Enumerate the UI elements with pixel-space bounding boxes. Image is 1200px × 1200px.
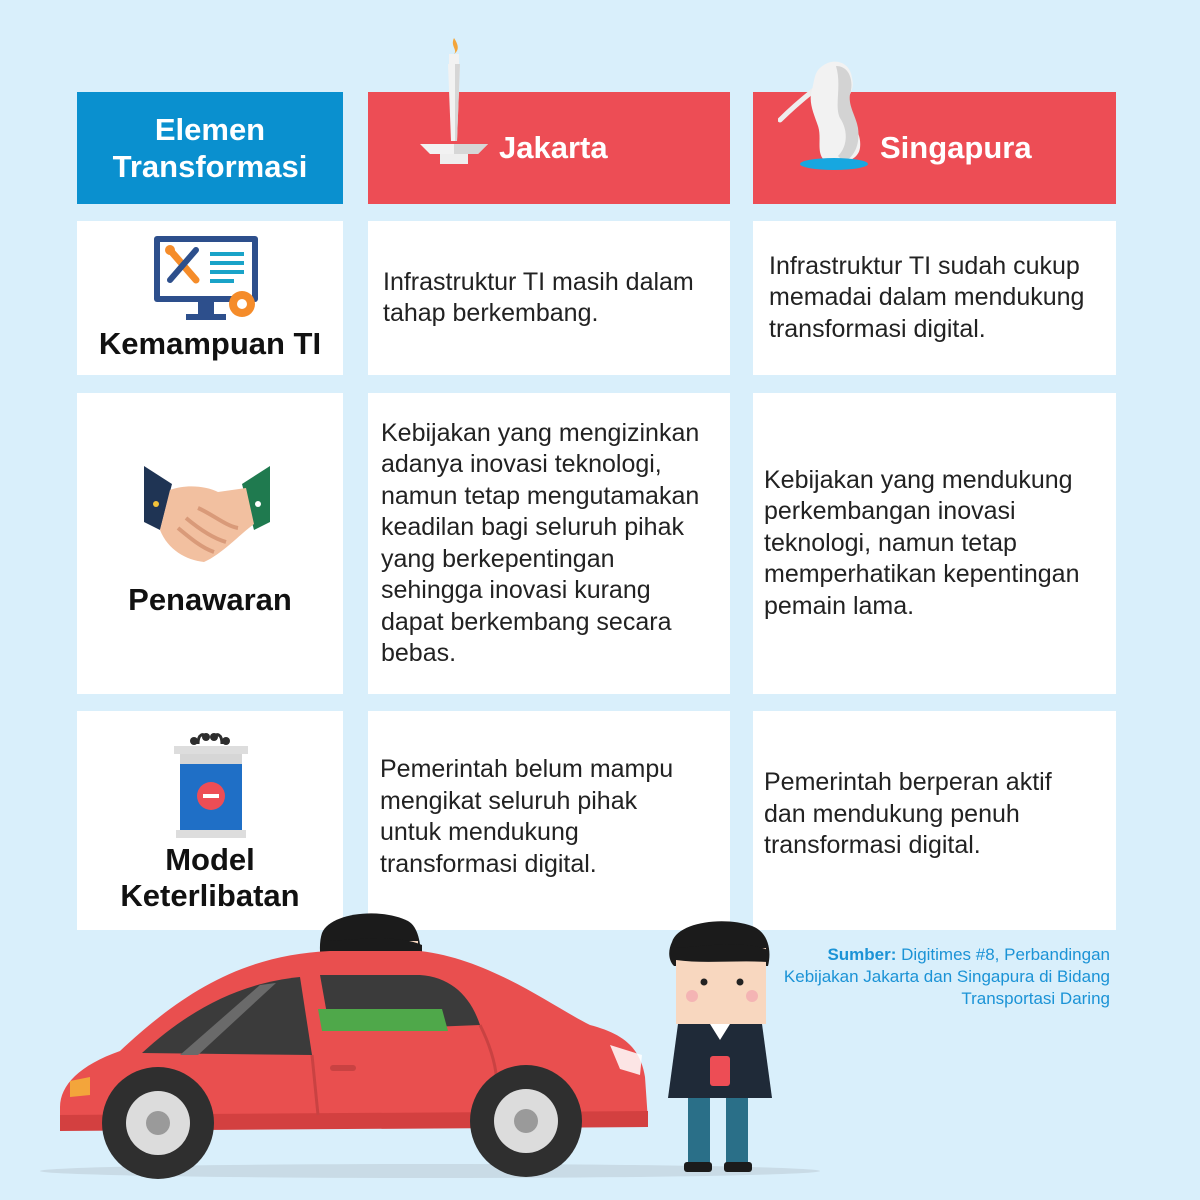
row3-singapura-text: Pemerintah berperan aktif dan mendukung penuh transformasi digital. (764, 768, 1052, 859)
header-jakarta-label: Jakarta (499, 130, 608, 165)
row3-jakarta-cell (368, 711, 730, 930)
row3-label-line2: Keterlibatan (120, 878, 300, 913)
merlion-icon (778, 56, 874, 176)
row3-label (77, 842, 343, 914)
row1-jakarta-cell (368, 221, 730, 375)
header-elemen-transformasi (77, 92, 343, 204)
row2-label: Penawaran (128, 582, 292, 617)
row2-singapura-cell (753, 393, 1116, 694)
source-note (780, 944, 1110, 1010)
passenger-illustration (664, 920, 776, 1176)
header-elemen-line2: Transformasi (112, 149, 308, 184)
row2-jakarta-text: Kebijakan yang mengizinkan adanya inovasi teknologi, namun tetap mengutamakan keadilan bagi seluruh pihak yang berkepentingan sehingga inovasi kurang dapat berkembang secara bebas. (381, 418, 700, 667)
computer-tools-icon (152, 234, 262, 326)
header-elemen-line1: Elemen (154, 112, 266, 147)
source-text: Digitimes #8, Perbandingan Kebijakan Jakarta dan Singapura di Bidang Transportasi Daring (783, 945, 1110, 1008)
row3-singapura-cell (753, 711, 1116, 930)
source-prefix: Sumber: (827, 945, 897, 964)
podium-icon (172, 728, 250, 840)
row1-jakarta-text: Infrastruktur TI masih dalam tahap berkembang. (383, 267, 694, 327)
monas-icon (412, 36, 492, 176)
row3-jakarta-text: Pemerintah belum mampu mengikat seluruh pihak untuk mendukung transformasi digital. (380, 755, 674, 878)
row2-singapura-text: Kebijakan yang mendukung perkembangan inovasi teknologi, namun tetap memperhatikan kepentingan pemain lama. (764, 465, 1080, 620)
row1-singapura-text: Infrastruktur TI sudah cukup memadai dalam mendukung transformasi digital. (769, 251, 1085, 343)
row1-label: Kemampuan TI (98, 326, 322, 361)
handshake-icon (142, 462, 272, 572)
row2-jakarta-cell (368, 393, 730, 694)
row1-singapura-cell (753, 221, 1116, 375)
row3-label-line1: Model (165, 842, 255, 877)
header-singapura-label: Singapura (880, 130, 1032, 165)
